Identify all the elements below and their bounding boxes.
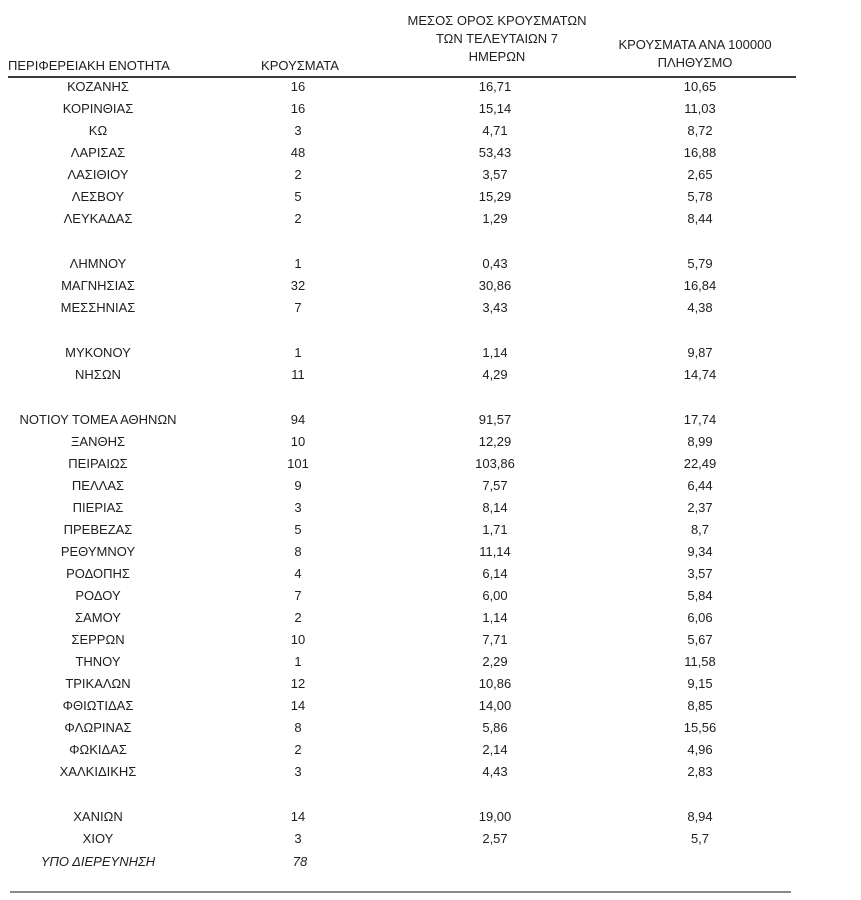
region-cell: ΝΟΤΙΟΥ ΤΟΜΕΑ ΑΘΗΝΩΝ (19, 412, 177, 427)
per-100000-cell: 16,88 (683, 145, 717, 160)
average-cell: 15,29 (478, 189, 512, 204)
table-row (0, 98, 861, 120)
average-cell: 15,14 (478, 101, 512, 116)
region-cell: ΛΗΜΝΟΥ (69, 256, 127, 271)
cases-cell: 101 (287, 456, 309, 471)
average-cell: 6,00 (482, 588, 508, 603)
cases-cell: 7 (294, 588, 302, 603)
region-cell: ΜΑΓΝΗΣΙΑΣ (61, 278, 135, 293)
per-100000-cell: 4,96 (687, 742, 713, 757)
region-cell: ΛΕΥΚΑΔΑΣ (63, 211, 133, 226)
average-cell: 4,43 (482, 764, 508, 779)
per-100000-cell: 10,65 (683, 79, 717, 94)
region-cell: ΝΗΣΩΝ (75, 367, 121, 382)
table-row (0, 519, 861, 541)
average-cell: 14,00 (478, 698, 512, 713)
per-100000-cell: 9,87 (687, 345, 713, 360)
region-cell: ΥΠΟ ΔΙΕΡΕΥΝΗΣΗ (40, 854, 156, 869)
average-cell: 10,86 (478, 676, 512, 691)
average-cell: 3,57 (482, 167, 508, 182)
region-cell: ΤΡΙΚΑΛΩΝ (65, 676, 131, 691)
cases-cell: 1 (294, 345, 302, 360)
average-cell: 11,14 (479, 544, 511, 559)
per-100000-cell: 11,03 (684, 101, 716, 116)
table-row (0, 651, 861, 673)
region-cell: ΡΟΔΟΠΗΣ (66, 566, 130, 581)
cases-cell: 3 (294, 764, 302, 779)
cases-cell: 3 (294, 831, 302, 846)
table-row (0, 475, 861, 497)
table-row (0, 585, 861, 607)
table-row (0, 186, 861, 208)
region-cell: ΧΑΝΙΩΝ (73, 809, 123, 824)
cases-cell: 11 (291, 367, 305, 382)
table-row (0, 142, 861, 164)
cases-cell: 78 (292, 854, 308, 869)
region-cell: ΣΑΜΟΥ (75, 610, 121, 625)
header-average-line-1: ΜΕΣΟΣ ΟΡΟΣ ΚΡΟΥΣΜΑΤΩΝ (407, 13, 587, 28)
table-row (0, 208, 861, 230)
region-cell: ΠΕΛΛΑΣ (71, 478, 125, 493)
region-cell: ΞΑΝΘΗΣ (70, 434, 126, 449)
average-cell: 2,14 (482, 742, 508, 757)
table-row (0, 297, 861, 319)
region-cell: ΡΟΔΟΥ (75, 588, 121, 603)
cases-cell: 32 (290, 278, 306, 293)
table-row (0, 828, 861, 850)
per-100000-cell: 8,72 (687, 123, 713, 138)
average-cell: 7,71 (482, 632, 508, 647)
per-100000-cell: 3,57 (687, 566, 713, 581)
cases-cell: 4 (294, 566, 302, 581)
average-cell: 8,14 (482, 500, 508, 515)
cases-cell: 7 (294, 300, 302, 315)
table-row (0, 409, 861, 431)
region-cell: ΡΕΘΥΜΝΟΥ (60, 544, 136, 559)
average-cell: 16,71 (478, 79, 512, 94)
table-row (0, 342, 861, 364)
average-cell: 7,57 (482, 478, 508, 493)
cases-cell: 9 (294, 478, 302, 493)
header-average-line-3: ΗΜΕΡΩΝ (468, 49, 526, 64)
average-cell: 4,29 (482, 367, 508, 382)
average-cell: 6,14 (482, 566, 508, 581)
per-100000-cell: 15,56 (683, 720, 717, 735)
per-100000-cell: 5,7 (690, 831, 710, 846)
table-row (0, 541, 861, 563)
average-cell: 30,86 (478, 278, 512, 293)
average-cell: 0,43 (482, 256, 508, 271)
average-cell: 19,00 (478, 809, 512, 824)
region-cell: ΧΑΛΚΙΔΙΚΗΣ (59, 764, 137, 779)
cases-cell: 3 (294, 123, 302, 138)
average-cell: 4,71 (482, 123, 508, 138)
table-row (0, 673, 861, 695)
cases-cell: 16 (290, 101, 306, 116)
header-per-line-2: ΠΛΗΘΥΣΜΟ (657, 55, 733, 70)
header-cases: ΚΡΟΥΣΜΑΤΑ (261, 58, 339, 73)
table-row (0, 761, 861, 783)
per-100000-cell: 8,94 (687, 809, 713, 824)
table-row (0, 364, 861, 386)
table-row (0, 851, 861, 873)
region-cell: ΚΟΖΑΝΗΣ (67, 79, 129, 94)
region-cell: ΛΕΣΒΟΥ (71, 189, 125, 204)
cases-cell: 1 (294, 654, 302, 669)
cases-cell: 2 (294, 742, 302, 757)
per-100000-cell: 8,44 (687, 211, 713, 226)
table-row (0, 431, 861, 453)
average-cell: 12,29 (478, 434, 512, 449)
per-100000-cell: 5,67 (687, 632, 713, 647)
average-cell: 53,43 (478, 145, 512, 160)
average-cell: 1,71 (482, 522, 508, 537)
cases-cell: 1 (294, 256, 302, 271)
region-cell: ΧΙΟΥ (82, 831, 114, 846)
cases-cell: 12 (290, 676, 306, 691)
per-100000-cell: 9,34 (687, 544, 713, 559)
table-row (0, 629, 861, 651)
table-row (0, 607, 861, 629)
per-100000-cell: 16,84 (683, 278, 717, 293)
header-region: ΠΕΡΙΦΕΡΕΙΑΚΗ ΕΝΟΤΗΤΑ (8, 58, 170, 73)
average-cell: 5,86 (482, 720, 508, 735)
table-row (0, 695, 861, 717)
cases-cell: 5 (294, 189, 302, 204)
table-row (0, 76, 861, 98)
region-cell: ΠΡΕΒΕΖΑΣ (63, 522, 133, 537)
per-100000-cell: 2,83 (687, 764, 713, 779)
per-100000-cell: 9,15 (687, 676, 713, 691)
footer-divider (10, 891, 791, 893)
per-100000-cell: 5,84 (687, 588, 713, 603)
region-cell: ΛΑΡΙΣΑΣ (70, 145, 126, 160)
cases-cell: 10 (290, 434, 306, 449)
cases-cell: 10 (290, 632, 306, 647)
region-cell: ΛΑΣΙΘΙΟΥ (67, 167, 129, 182)
per-100000-cell: 6,06 (687, 610, 713, 625)
region-cell: ΚΟΡΙΝΘΙΑΣ (62, 101, 134, 116)
per-100000-cell: 4,38 (687, 300, 713, 315)
header-per-line-1: ΚΡΟΥΣΜΑΤΑ ΑΝΑ 100000 (618, 37, 772, 52)
region-cell: ΤΗΝΟΥ (75, 654, 121, 669)
cases-cell: 94 (290, 412, 306, 427)
per-100000-cell: 22,49 (683, 456, 717, 471)
region-cell: ΦΩΚΙΔΑΣ (69, 742, 127, 757)
region-cell: ΣΕΡΡΩΝ (71, 632, 125, 647)
table-row (0, 120, 861, 142)
average-cell: 2,29 (482, 654, 508, 669)
header-average-line-2: ΤΩΝ ΤΕΛΕΥΤΑΙΩΝ 7 (435, 31, 559, 46)
cases-cell: 8 (294, 544, 302, 559)
per-100000-cell: 2,65 (687, 167, 713, 182)
region-cell: ΚΩ (88, 123, 108, 138)
cases-cell: 14 (290, 698, 306, 713)
region-cell: ΦΛΩΡΙΝΑΣ (64, 720, 132, 735)
per-100000-cell: 2,37 (687, 500, 713, 515)
per-100000-cell: 8,99 (687, 434, 713, 449)
per-100000-cell: 8,7 (690, 522, 710, 537)
cases-cell: 2 (294, 610, 302, 625)
table-row (0, 453, 861, 475)
table-row (0, 563, 861, 585)
per-100000-cell: 5,79 (687, 256, 713, 271)
table-row (0, 164, 861, 186)
per-100000-cell: 8,85 (687, 698, 713, 713)
region-cell: ΜΥΚΟΝΟΥ (65, 345, 131, 360)
per-100000-cell: 5,78 (687, 189, 713, 204)
cases-cell: 14 (290, 809, 306, 824)
average-cell: 3,43 (482, 300, 508, 315)
table-row (0, 717, 861, 739)
per-100000-cell: 17,74 (683, 412, 717, 427)
table-row (0, 739, 861, 761)
table-row (0, 497, 861, 519)
cases-cell: 3 (294, 500, 302, 515)
per-100000-cell: 6,44 (687, 478, 713, 493)
per-100000-cell: 14,74 (683, 367, 717, 382)
cases-cell: 48 (290, 145, 306, 160)
average-cell: 2,57 (482, 831, 508, 846)
average-cell: 1,14 (482, 610, 508, 625)
average-cell: 1,29 (482, 211, 508, 226)
cases-cell: 5 (294, 522, 302, 537)
table-row (0, 275, 861, 297)
cases-cell: 8 (294, 720, 302, 735)
region-cell: ΠΕΙΡΑΙΩΣ (68, 456, 128, 471)
average-cell: 103,86 (475, 456, 515, 471)
cases-cell: 2 (294, 211, 302, 226)
cases-cell: 16 (290, 79, 306, 94)
region-cell: ΜΕΣΣΗΝΙΑΣ (60, 300, 136, 315)
table-row (0, 253, 861, 275)
average-cell: 91,57 (478, 412, 512, 427)
region-cell: ΦΘΙΩΤΙΔΑΣ (62, 698, 134, 713)
average-cell: 1,14 (482, 345, 508, 360)
cases-cell: 2 (294, 167, 302, 182)
table-row (0, 806, 861, 828)
per-100000-cell: 11,58 (684, 654, 716, 669)
region-cell: ΠΙΕΡΙΑΣ (72, 500, 124, 515)
